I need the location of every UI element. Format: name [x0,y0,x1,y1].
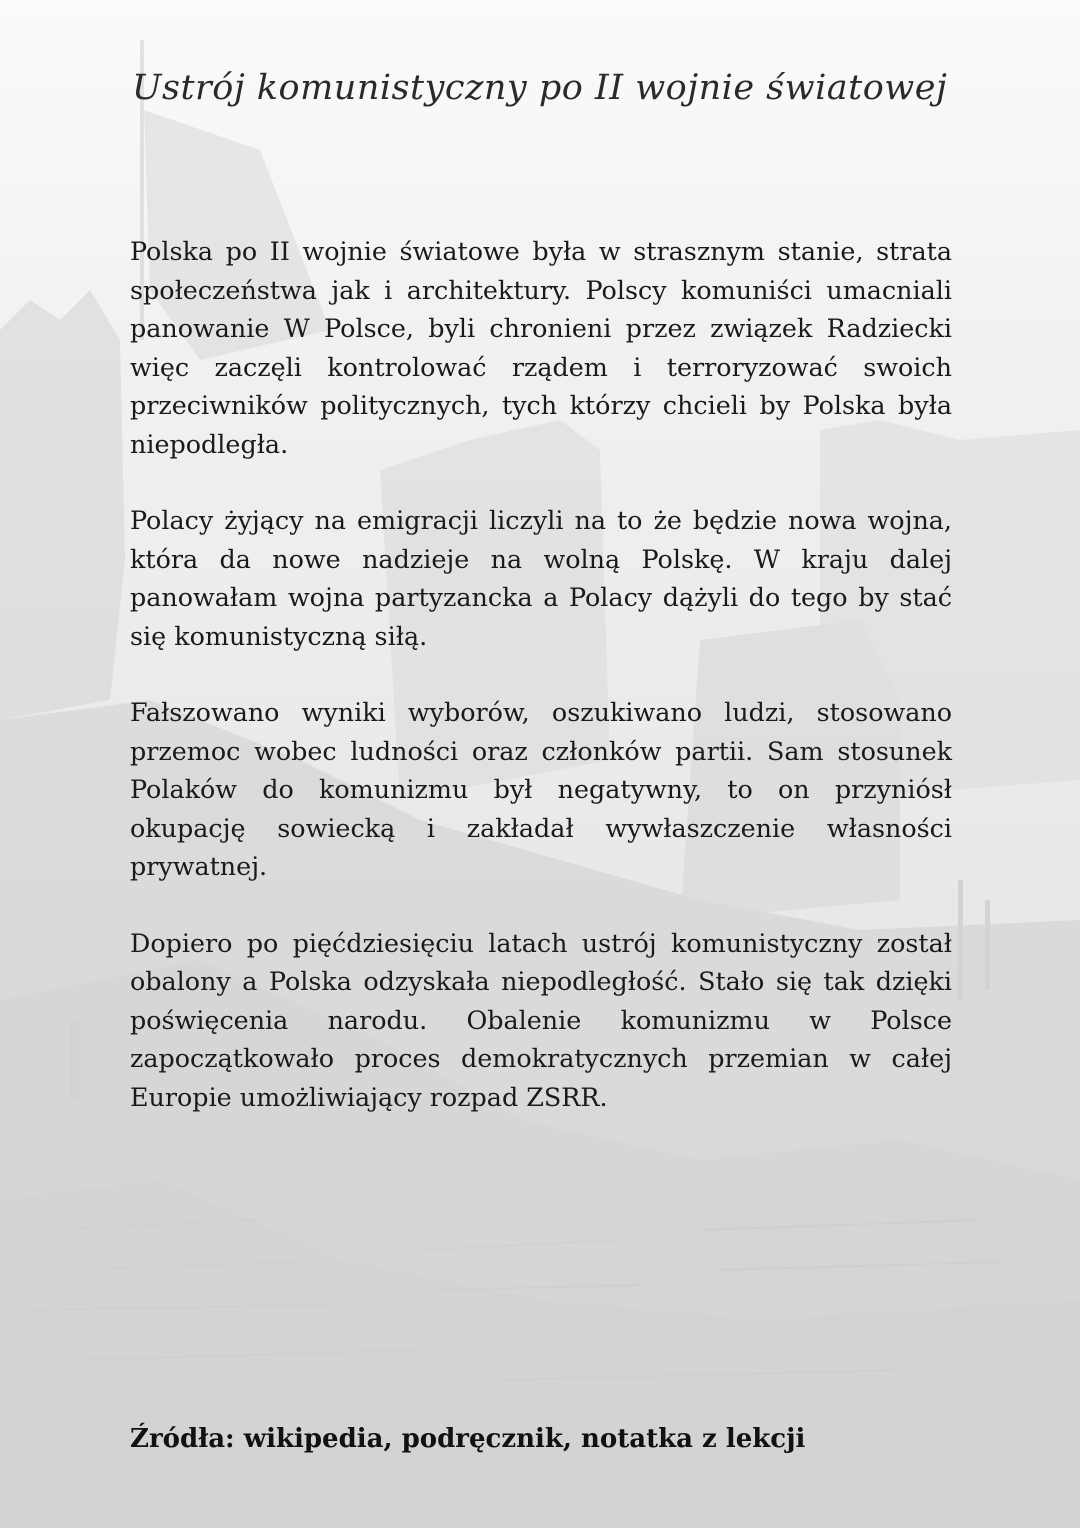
document-body [130,232,952,1154]
paragraph-1: Polska po II wojnie światowe była w strasznym stanie, strata społeczeństwa jak i architektury. Polscy komuniści umacniali panowanie W Polsce, byli chronieni przez związek Radziecki więc zaczęli kontrolować rządem i terroryzować swoich przeciwników politycznych, tych którzy chcieli by Polska była niepodległa. [130,236,952,459]
paragraph-2: Polacy żyjący na emigracji liczyli na to że będzie nowa wojna, która da nowe nadzieje na wolną Polskę. W kraju dalej panowałam wojna partyzancka a Polacy dążyli do tego by stać się komunistyczną siłą. [130,505,952,651]
paragraph-3: Fałszowano wyniki wyborów, oszukiwano ludzi, stosowano przemoc wobec ludności oraz członków partii. Sam stosunek Polaków do komunizmu był negatywny, to on przyniósł okupację sowiecką i zakładał wywłaszczenie własności prywatnej. [130,697,952,881]
sources-line: Źródła: wikipedia, podręcznik, notatka z lekcji [130,1424,806,1454]
document-title: Ustrój komunistyczny po II wojnie światowej [132,68,948,108]
paragraph-4: Dopiero po pięćdziesięciu latach ustrój komunistyczny został obalony a Polska odzyskała niepodległość. Stało się tak dzięki poświęcenia narodu. Obalenie komunizmu w Polsce zapoczątkowało proces demokratycznych przemian w całej Europie umożliwiający rozpad ZSRR. [130,927,952,1112]
